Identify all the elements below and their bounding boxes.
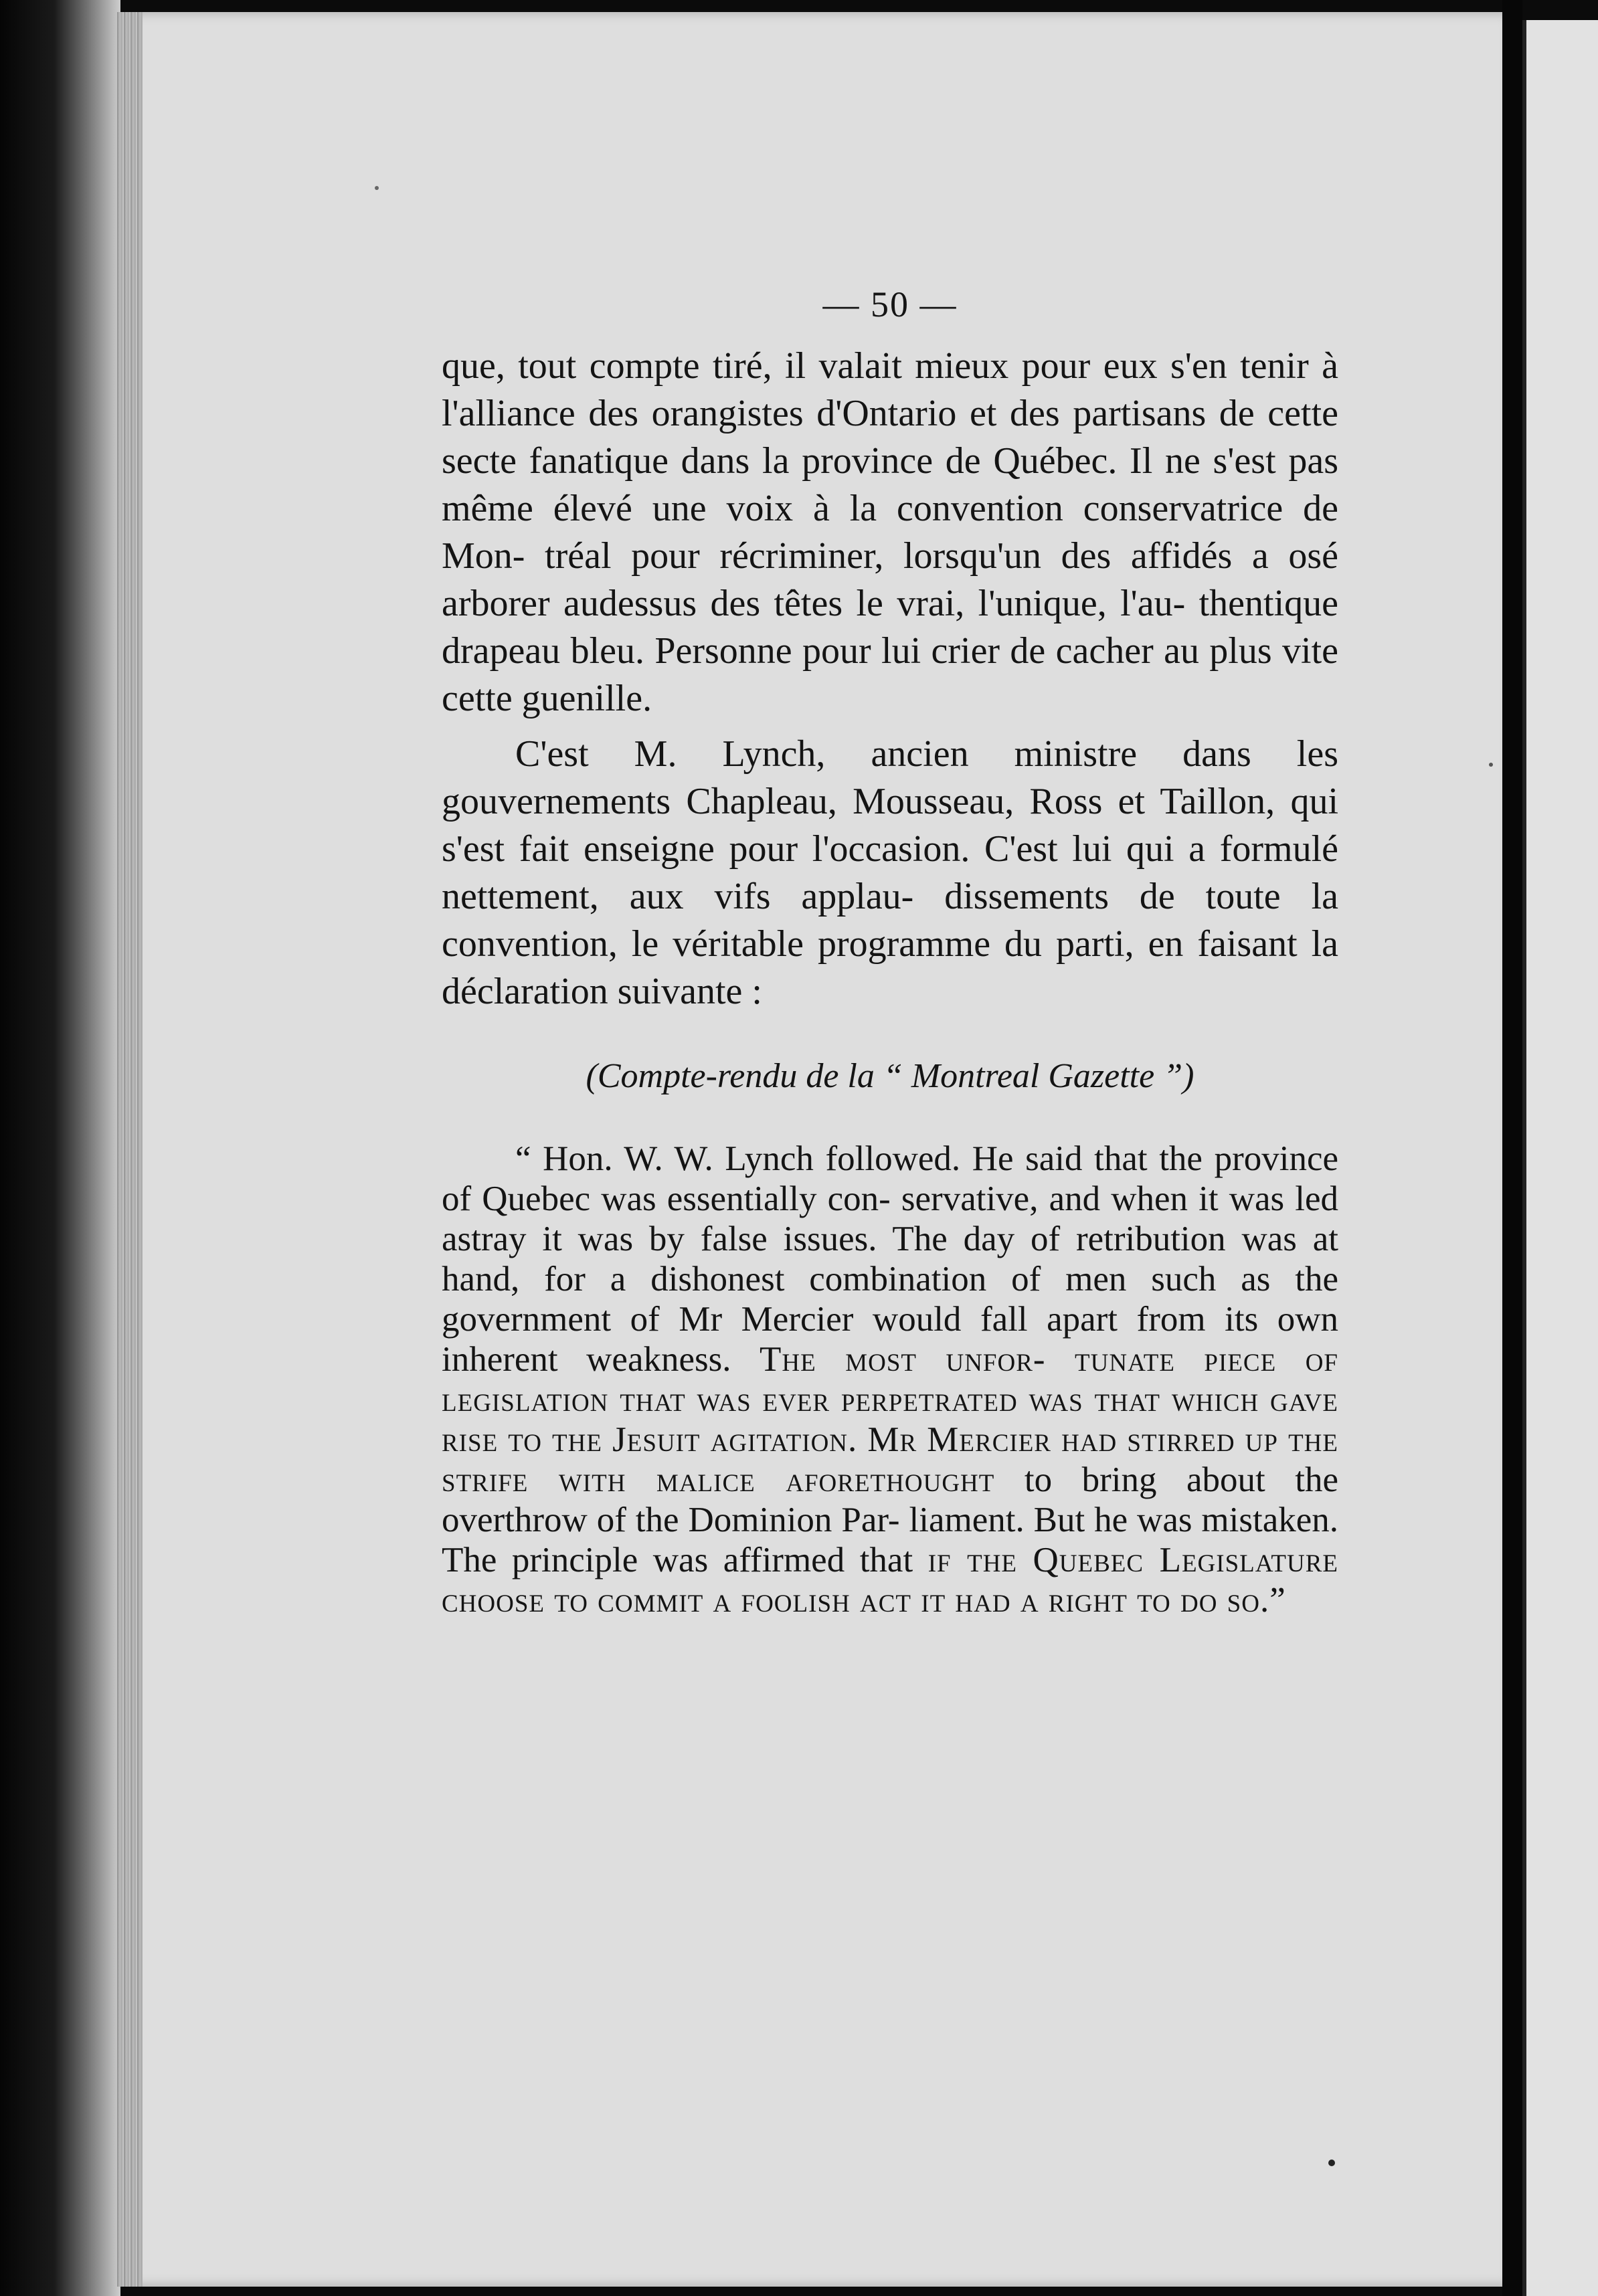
ink-speck bbox=[1328, 2160, 1335, 2166]
gazette-quote bbox=[442, 1139, 1338, 1620]
adjacent-page-sliver bbox=[1522, 20, 1598, 2296]
ink-speck bbox=[375, 186, 379, 190]
page-number: — 50 — bbox=[822, 284, 958, 324]
ink-speck bbox=[1489, 763, 1493, 767]
quote-smallcaps-2: if the Quebec Legislature choose to commit a foolish act it had a right to do so. bbox=[442, 1541, 1338, 1620]
book-gutter bbox=[1502, 0, 1522, 2296]
adjacent-page-edge bbox=[1522, 20, 1526, 2296]
paragraph-1: que, tout compte tiré, il valait mieux pour eux s'en tenir à l'alliance des orangistes d'Ontario et des partisans de cette secte fanatique dans la province de Québec. Il ne s'est pas même élevé une voix à la convention conservatrice de Mon- tréal pour récriminer, lorsqu'un des affidés a osé arborer audessus des têtes le vrai, l'unique, l'au- thentique drapeau bleu. Personne pour lui crier de cacher au plus vite cette guenille. bbox=[442, 345, 1338, 719]
quote-text-1: “ Hon. W. W. Lynch followed. He said that the province of Quebec was essentially con- servative, and when it was led astray it was by false issues. The day of retribution was at hand, for a dishonest combination of men such as the government of Mr Mercier would fall apart from its own inherent weakness. bbox=[442, 1139, 1338, 1379]
quote-text-2: to bring about the overthrow of the Dominion Par- liament. But he was mistaken. The principle was affirmed that bbox=[442, 1460, 1338, 1580]
quote-caption: (Compte-rendu de la “ Montreal Gazette ”) bbox=[586, 1057, 1194, 1095]
page-edge-stripes bbox=[117, 12, 143, 2287]
scan-left-edge bbox=[0, 0, 120, 2296]
paragraph-2: C'est M. Lynch, ancien ministre dans les gouvernements Chapleau, Mousseau, Ross et Taillon, qui s'est fait enseigne pour l'occasion. C'est lui qui a formulé nettement, aux vifs applau- dissements de toute la convention, le véritable programme du parti, en faisant la déclaration suivante : bbox=[442, 733, 1338, 1012]
quote-smallcaps-1: The most unfor- tunate piece of legislation that was ever perpetrated was that which gave rise to the Jesuit agitation. Mr Mercier had stirred up the strife with malice aforethought bbox=[442, 1340, 1338, 1499]
quote-close: ” bbox=[1269, 1581, 1285, 1620]
page-content bbox=[442, 281, 1338, 1620]
